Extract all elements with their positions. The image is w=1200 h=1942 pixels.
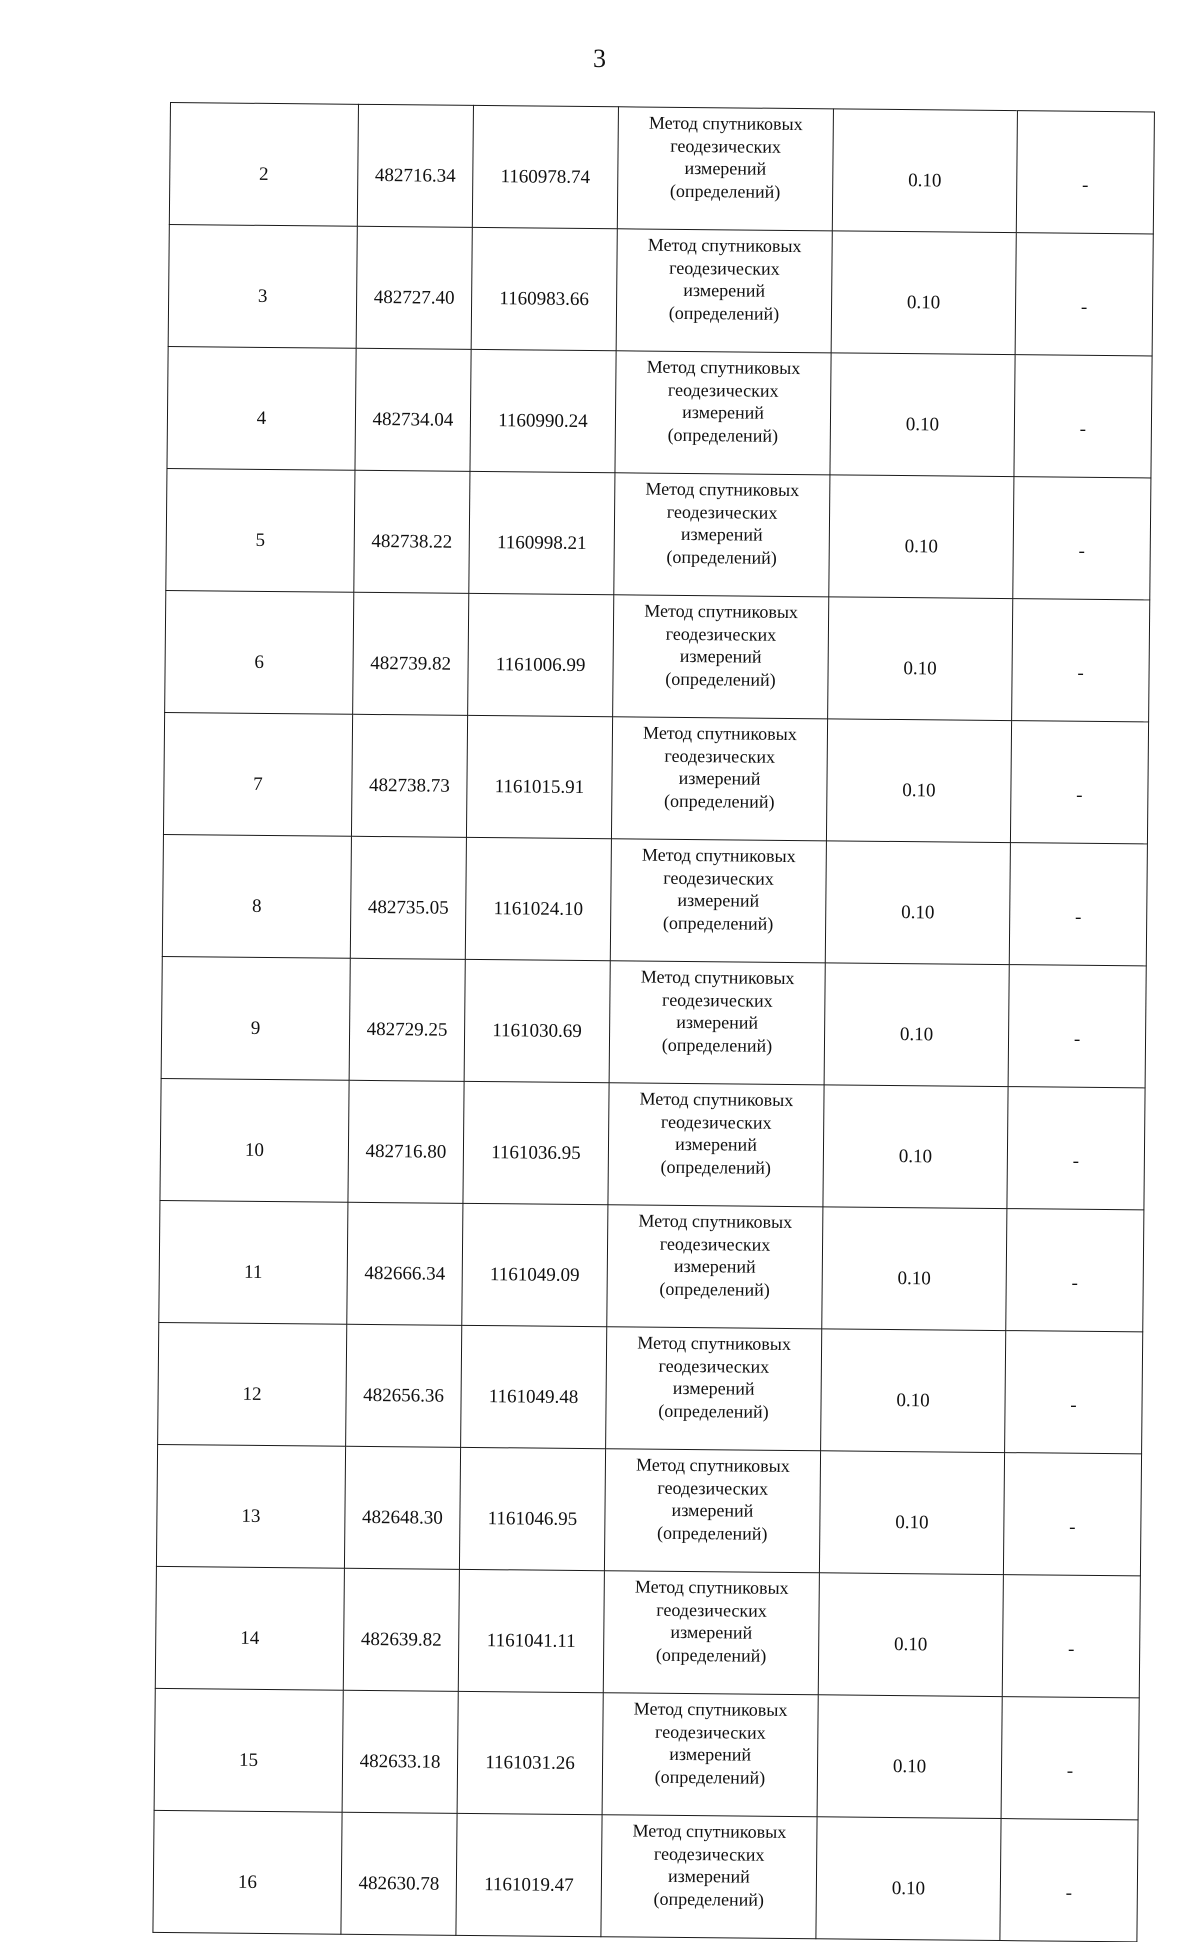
- method-line: Метод спутниковых: [632, 1820, 787, 1842]
- y-coordinate-cell: 1161046.95: [459, 1447, 605, 1570]
- table-row: [154, 1688, 1139, 1819]
- accuracy-cell: 0.10: [829, 475, 1014, 599]
- point-number-cell: 15: [154, 1688, 343, 1812]
- method-cell: [616, 229, 832, 353]
- method-line: измерений: [673, 1255, 756, 1277]
- method-line: геодезических: [664, 745, 776, 767]
- x-coordinate-cell: 482648.30: [344, 1446, 460, 1569]
- method-line: (определений): [669, 180, 781, 202]
- y-coordinate-cell: 1161041.11: [458, 1569, 604, 1692]
- method-line: измерений: [680, 523, 763, 545]
- accuracy-cell: 0.10: [819, 1451, 1004, 1575]
- method-cell: [613, 595, 829, 719]
- y-coordinate-cell: 1161024.10: [465, 837, 611, 960]
- method-line: (определений): [655, 1644, 767, 1666]
- method-line: (определений): [666, 546, 777, 568]
- method-line: геодезических: [662, 989, 773, 1011]
- method-line: (определений): [665, 668, 776, 690]
- method-line: (определений): [662, 912, 774, 934]
- x-coordinate-cell: 482735.05: [350, 836, 466, 959]
- method-line: геодезических: [666, 501, 778, 523]
- method-line: измерений: [670, 1621, 753, 1643]
- method-line: Метод спутниковых: [641, 844, 796, 867]
- method-line: геодезических: [657, 1477, 769, 1499]
- accuracy-cell: 0.10: [824, 963, 1009, 1087]
- x-coordinate-cell: 482630.78: [341, 1812, 457, 1935]
- note-cell: -: [1002, 1575, 1140, 1698]
- method-line: геодезических: [656, 1599, 767, 1621]
- coordinates-table-wrapper: [152, 102, 1154, 1942]
- method-line: измерений: [679, 645, 762, 667]
- x-coordinate-cell: 482734.04: [355, 348, 471, 471]
- note-cell: -: [1009, 843, 1147, 966]
- method-line: измерений: [668, 1865, 750, 1887]
- note-cell: -: [1001, 1697, 1139, 1820]
- table-row: [156, 1444, 1141, 1575]
- note-cell: -: [1003, 1453, 1141, 1576]
- x-coordinate-cell: 482666.34: [347, 1202, 463, 1325]
- x-coordinate-cell: 482738.22: [354, 470, 470, 593]
- note-cell: -: [1000, 1819, 1138, 1942]
- method-line: (определений): [653, 1888, 765, 1910]
- table-row: [160, 1078, 1145, 1209]
- accuracy-cell: 0.10: [832, 109, 1017, 233]
- method-line: измерений: [675, 1133, 757, 1155]
- method-line: Метод спутниковых: [648, 112, 803, 135]
- method-line: геодезических: [658, 1355, 770, 1377]
- method-line: Метод спутниковых: [646, 356, 801, 379]
- method-line: (определений): [664, 790, 775, 812]
- method-line: измерений: [677, 889, 760, 911]
- x-coordinate-cell: 482716.34: [357, 104, 473, 227]
- method-line: (определений): [667, 424, 779, 446]
- method-line: (определений): [654, 1766, 766, 1788]
- method-line: Метод спутниковых: [643, 722, 797, 745]
- method-line: измерений: [683, 279, 766, 301]
- method-cell: [604, 1449, 820, 1573]
- y-coordinate-cell: 1160983.66: [471, 227, 617, 350]
- y-coordinate-cell: 1161019.47: [456, 1813, 602, 1936]
- point-number-cell: 5: [166, 468, 355, 592]
- point-number-cell: 6: [165, 590, 354, 714]
- table-row: [162, 834, 1147, 965]
- y-coordinate-cell: 1161049.09: [462, 1203, 608, 1326]
- x-coordinate-cell: 482739.82: [353, 592, 469, 715]
- note-cell: -: [1007, 1087, 1145, 1210]
- table-row: [168, 224, 1153, 355]
- point-number-cell: 16: [153, 1810, 342, 1934]
- method-cell: [607, 1205, 823, 1329]
- x-coordinate-cell: 482656.36: [346, 1324, 462, 1447]
- method-line: геодезических: [653, 1843, 765, 1865]
- x-coordinate-cell: 482716.80: [348, 1080, 464, 1203]
- method-cell: [610, 839, 826, 963]
- point-number-cell: 8: [162, 834, 351, 958]
- method-line: (определений): [660, 1156, 772, 1178]
- table-row: [165, 590, 1150, 721]
- point-number-cell: 12: [158, 1322, 347, 1446]
- method-line: измерений: [669, 1743, 752, 1765]
- method-cell: [614, 473, 830, 597]
- point-number-cell: 3: [168, 224, 357, 348]
- method-line: измерений: [678, 767, 761, 789]
- y-coordinate-cell: 1161031.26: [457, 1691, 603, 1814]
- note-cell: -: [1010, 721, 1148, 844]
- note-cell: -: [1005, 1331, 1143, 1454]
- point-number-cell: 11: [159, 1200, 348, 1324]
- method-line: измерений: [672, 1377, 755, 1399]
- method-cell: [617, 107, 833, 231]
- coordinates-table-body: [153, 103, 1155, 1942]
- table-row: [163, 712, 1148, 843]
- y-coordinate-cell: 1161049.48: [461, 1325, 607, 1448]
- table-row: [169, 103, 1154, 234]
- method-line: геодезических: [670, 135, 781, 157]
- accuracy-cell: 0.10: [831, 231, 1016, 355]
- point-number-cell: 2: [169, 103, 358, 227]
- method-line: измерений: [684, 157, 767, 179]
- method-line: Метод спутниковых: [640, 966, 795, 989]
- accuracy-cell: 0.10: [828, 597, 1013, 721]
- method-cell: [603, 1571, 819, 1695]
- table-row: [167, 346, 1152, 477]
- y-coordinate-cell: 1160990.24: [470, 349, 616, 472]
- point-number-cell: 7: [163, 712, 352, 836]
- accuracy-cell: 0.10: [816, 1817, 1001, 1941]
- x-coordinate-cell: 482639.82: [343, 1568, 459, 1691]
- x-coordinate-cell: 482738.73: [351, 714, 467, 837]
- method-line: Метод спутниковых: [647, 234, 802, 257]
- method-line: Метод спутниковых: [635, 1454, 790, 1477]
- point-number-cell: 14: [155, 1566, 344, 1690]
- note-cell: -: [1013, 477, 1151, 600]
- y-coordinate-cell: 1161006.99: [468, 593, 614, 716]
- method-line: Метод спутниковых: [638, 1210, 793, 1233]
- note-cell: -: [1008, 965, 1146, 1088]
- method-line: измерений: [682, 401, 765, 423]
- method-line: (определений): [661, 1034, 773, 1056]
- coordinates-table: [152, 102, 1155, 1942]
- note-cell: -: [1016, 111, 1154, 234]
- method-line: геодезических: [663, 867, 774, 889]
- point-number-cell: 13: [156, 1444, 345, 1568]
- table-row: [159, 1200, 1144, 1331]
- method-line: Метод спутниковых: [633, 1698, 788, 1721]
- method-line: геодезических: [665, 623, 777, 645]
- note-cell: -: [1006, 1209, 1144, 1332]
- method-line: Метод спутниковых: [645, 478, 800, 501]
- accuracy-cell: 0.10: [817, 1695, 1002, 1819]
- point-number-cell: 4: [167, 346, 356, 470]
- table-row: [158, 1322, 1143, 1453]
- method-cell: [611, 717, 827, 841]
- method-cell: [615, 351, 831, 475]
- method-cell: [609, 961, 825, 1085]
- method-line: геодезических: [660, 1111, 772, 1133]
- y-coordinate-cell: 1161036.95: [463, 1081, 609, 1204]
- method-line: геодезических: [669, 257, 780, 279]
- method-cell: [602, 1693, 818, 1817]
- method-line: измерений: [671, 1499, 754, 1521]
- method-line: (определений): [658, 1400, 769, 1422]
- method-cell: [606, 1327, 822, 1451]
- method-line: Метод спутниковых: [637, 1332, 792, 1355]
- y-coordinate-cell: 1160978.74: [472, 105, 618, 228]
- x-coordinate-cell: 482727.40: [356, 226, 472, 349]
- note-cell: -: [1012, 599, 1150, 722]
- method-line: (определений): [668, 302, 780, 324]
- note-cell: -: [1014, 355, 1152, 478]
- method-line: геодезических: [659, 1233, 771, 1255]
- method-line: Метод спутниковых: [644, 600, 799, 623]
- accuracy-cell: 0.10: [826, 719, 1011, 843]
- accuracy-cell: 0.10: [822, 1207, 1007, 1331]
- point-number-cell: 9: [161, 956, 350, 1080]
- method-cell: [608, 1083, 824, 1207]
- point-number-cell: 10: [160, 1078, 349, 1202]
- note-cell: -: [1015, 233, 1153, 356]
- table-row: [155, 1566, 1140, 1697]
- table-row: [153, 1810, 1138, 1941]
- page-number: 3: [593, 44, 607, 73]
- method-line: Метод спутниковых: [639, 1088, 794, 1111]
- accuracy-cell: 0.10: [825, 841, 1010, 965]
- method-line: геодезических: [667, 379, 779, 401]
- method-cell: [601, 1815, 817, 1939]
- table-row: [166, 468, 1151, 599]
- accuracy-cell: 0.10: [830, 353, 1015, 477]
- method-line: Метод спутниковых: [634, 1576, 789, 1599]
- table-row: [161, 956, 1146, 1087]
- y-coordinate-cell: 1161030.69: [464, 959, 610, 1082]
- accuracy-cell: 0.10: [818, 1573, 1003, 1697]
- method-line: измерений: [676, 1011, 759, 1033]
- method-line: (определений): [656, 1522, 768, 1544]
- x-coordinate-cell: 482729.25: [349, 958, 465, 1081]
- accuracy-cell: 0.10: [823, 1085, 1008, 1209]
- method-line: (определений): [659, 1278, 770, 1300]
- accuracy-cell: 0.10: [821, 1329, 1006, 1453]
- y-coordinate-cell: 1160998.21: [469, 471, 615, 594]
- x-coordinate-cell: 482633.18: [342, 1690, 458, 1813]
- method-line: геодезических: [654, 1721, 766, 1743]
- y-coordinate-cell: 1161015.91: [466, 715, 612, 838]
